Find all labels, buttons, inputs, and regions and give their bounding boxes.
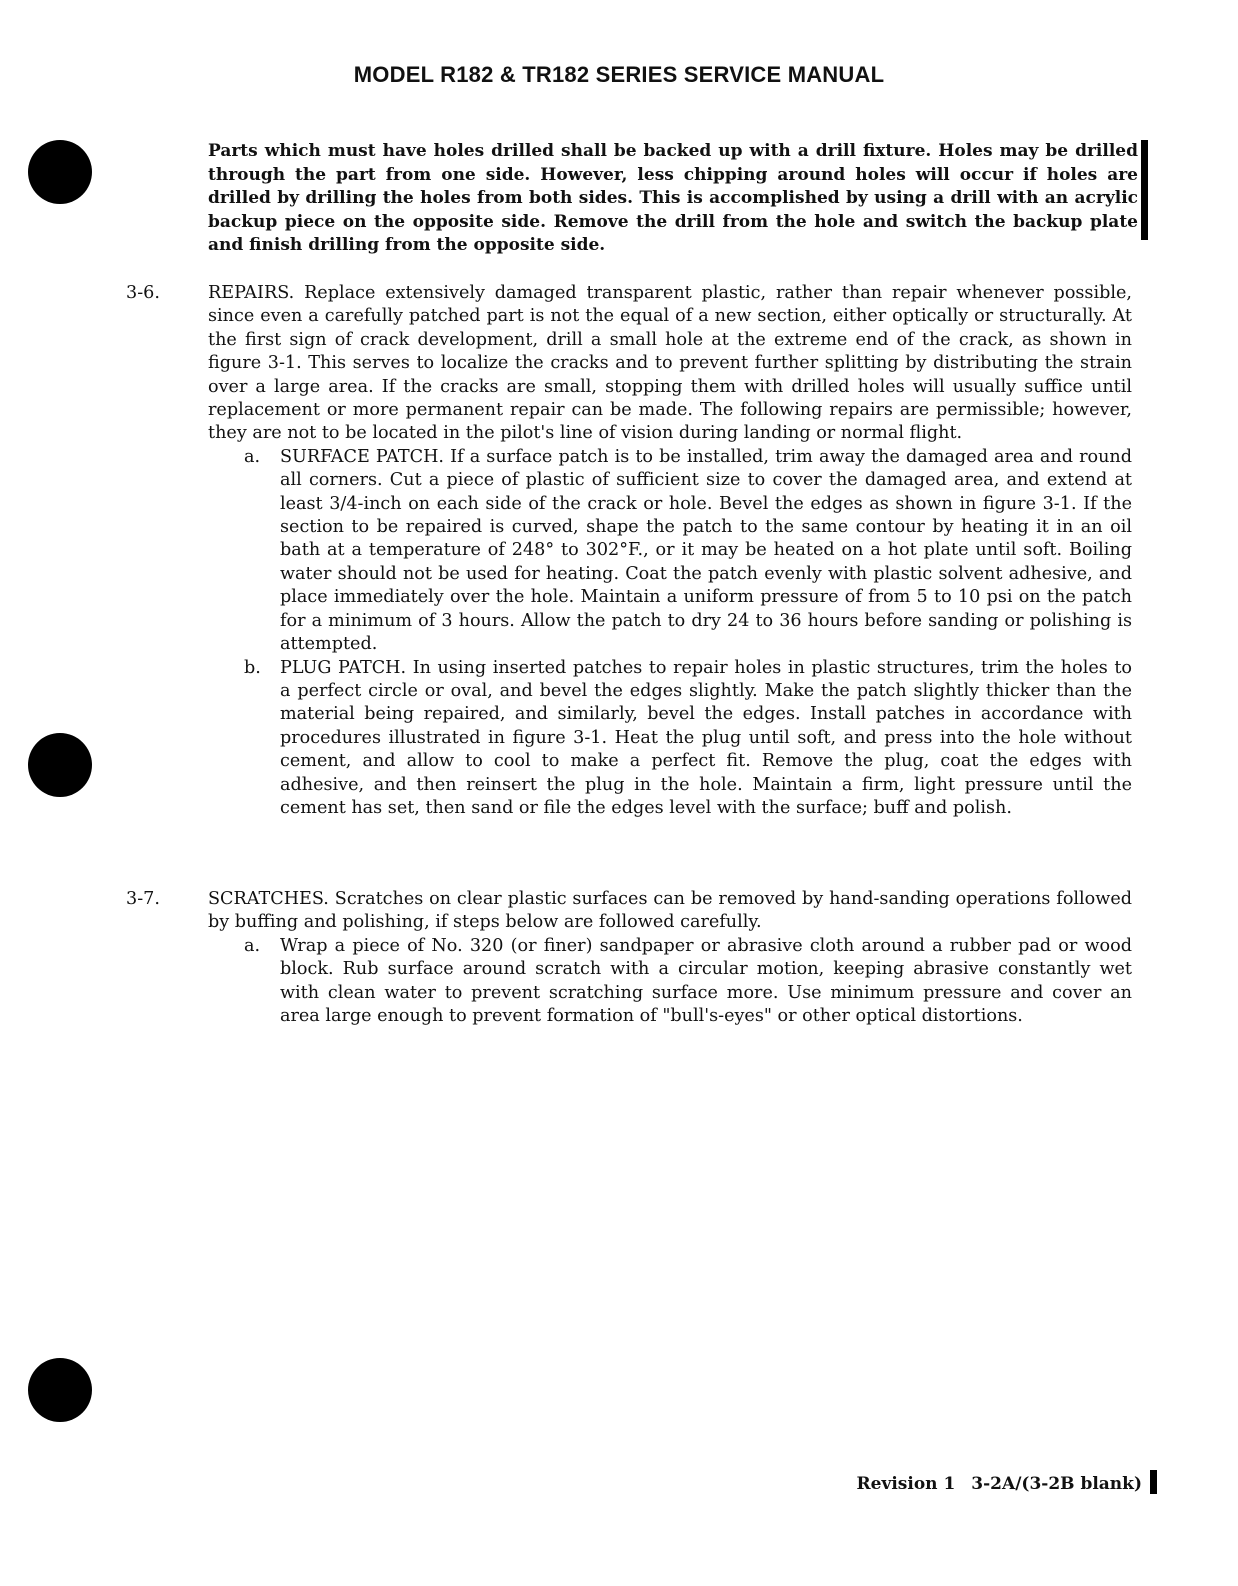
item-text: PLUG PATCH. In using inserted patches to repair holes in plastic structures, trim the holes to a perfect circle or oval, and bevel the edges slightly. Make the patch slightly thicker than the material being repaired, and similarly, bevel the edges. Install patches in accordance with procedures illustrated in figure 3-1. Heat the plug until soft, and press into the hole without cement, and allow to cool to make a perfect fit. Remove the plug, coat the edges with adhesive, and then reinsert the plug in the hole. Maintain a firm, light pressure until the cement has set, then sand or file the edges level with the surface; buff and polish. (280, 657, 1132, 818)
item-letter: a. (244, 935, 261, 956)
intro-paragraph: Parts which must have holes drilled shall be backed up with a drill fixture. Holes may be drilled through the part from one side. However, less chipping around holes will occur if holes are drilled by drilling the holes from both sides. This is accomplished by using a drill with an acrylic backup piece on the opposite side. Remove the drill from the hole and switch the backup plate and finish drilling from the opposite side. (208, 141, 1138, 256)
revision-change-bar (1150, 1470, 1157, 1494)
binder-hole (28, 733, 92, 797)
item-text: Wrap a piece of No. 320 (or finer) sandpaper or abrasive cloth around a rubber pad or wood block. Rub surface around scratch with a circular motion, keeping abrasive constantly wet with clean water to prevent scratching surface more. Use minimum pressure and cover an area large enough to prevent formation of "bull's-eyes" or other optical distortions. (280, 935, 1132, 1027)
section-number: 3-7. (126, 889, 160, 909)
section-text: REPAIRS. Replace extensively damaged transparent plastic, rather than repair whenever possible, since even a carefully patched part is not the equal of a new section, either optically or structurally. At the first sign of crack development, drill a small hole at the extreme end of the crack, as shown in figure 3-1. This serves to localize the cracks and to prevent further splitting by distributing the strain over a large area. If the cracks are small, stopping them with drilled holes will usually suffice until replacement or more permanent repair can be made. The following repairs are permissible; however, they are not to be located in the pilot's line of vision during landing or normal flight. (208, 283, 1132, 444)
list-item (244, 657, 1132, 821)
item-letter: a. (244, 446, 261, 467)
item-text: SURFACE PATCH. If a surface patch is to be installed, trim away the damaged area and round all corners. Cut a piece of plastic of sufficient size to cover the damaged area, and extend at least 3/4-inch on each side of the crack or hole. Bevel the edges as shown in figure 3-1. If the section to be repaired is curved, shape the patch to the same contour by heating it in an oil bath at a temperature of 248° to 302°F., or it may be heated on a hot plate until soft. Boiling water should not be used for heating. Coat the patch evenly with plastic solvent adhesive, and place immediately over the hole. Maintain a uniform pressure of from 5 to 10 psi on the patch for a minimum of 3 hours. Allow the patch to dry 24 to 36 hours before sanding or polishing is attempted. (280, 446, 1132, 655)
page-number: 3-2A/(3-2B blank) (971, 1474, 1142, 1494)
section-text: SCRATCHES. Scratches on clear plastic surfaces can be removed by hand-sanding operations followed by buffing and polishing, if steps below are followed carefully. (208, 889, 1132, 933)
list-item (244, 446, 1132, 657)
section-scratches (118, 888, 1132, 1028)
binder-hole (28, 1358, 92, 1422)
section-repairs (118, 282, 1132, 820)
revision-change-bar (1141, 140, 1148, 240)
item-letter: b. (244, 657, 261, 678)
section-number: 3-6. (126, 283, 160, 303)
page-title: MODEL R182 & TR182 SERIES SERVICE MANUAL (353, 62, 885, 87)
binder-hole (28, 140, 92, 204)
list-item (244, 935, 1132, 1029)
revision-label: Revision 1 (856, 1474, 956, 1494)
page-footer (857, 1474, 1142, 1494)
